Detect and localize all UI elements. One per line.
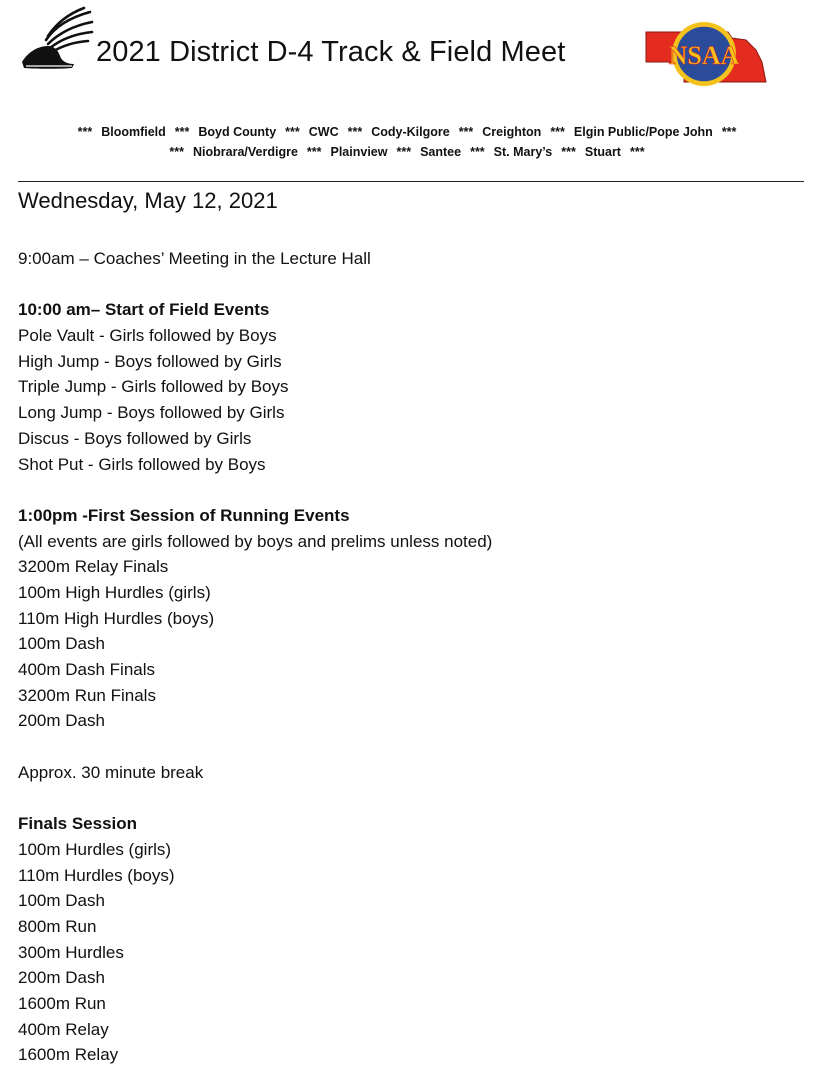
nsaa-logo [642,18,768,92]
date-heading: Wednesday, May 12, 2021 [18,188,278,213]
page-title: 2021 District D-4 Track & Field Meet [96,36,566,68]
spacer [18,272,798,298]
running-event-item: 110m High Hurdles (boys) [18,608,215,628]
school-list-line-1: *** Bloomfield *** Boyd County *** CWC *** Cody-Kilgore *** Creighton *** Elgin Public/Pope John *** [77,125,737,139]
finals-event-item: 110m Hurdles (boys) [18,865,175,885]
school-name: Boyd County [198,125,277,139]
schedule [18,246,798,1068]
field-event-item: Triple Jump - Girls followed by Boys [18,377,289,397]
divider-line [18,181,804,182]
school-name: Plainview [330,145,388,159]
finals-session-heading: Finals Session [18,814,138,834]
finals-event-item: 200m Dash [18,968,105,988]
finals-event-item: 1600m Run [18,993,106,1013]
svg-text:NSAA: NSAA [668,41,740,70]
spacer [18,734,798,760]
running-events-note: (All events are girls followed by boys and prelims unless noted) [18,531,493,551]
running-event-item: 100m Dash [18,634,105,654]
field-event-item: Discus - Boys followed by Girls [18,428,252,448]
break-note: Approx. 30 minute break [18,762,204,782]
finals-event-item: 400m Relay [18,1019,109,1039]
running-event-item: 100m High Hurdles (girls) [18,582,211,602]
finals-event-item: 800m Run [18,916,97,936]
finals-event-item: 300m Hurdles [18,942,124,962]
school-name: Creighton [482,125,542,139]
coaches-meeting: 9:00am – Coaches’ Meeting in the Lecture Hall [18,249,371,268]
school-list [0,122,814,162]
finals-event-item: 100m Hurdles (girls) [18,839,172,859]
school-name: CWC [308,125,339,139]
field-event-item: Pole Vault - Girls followed by Boys [18,326,277,346]
finals-event-item: 100m Dash [18,891,105,911]
field-events-heading: 10:00 am– Start of Field Events [18,300,270,320]
school-name: Stuart [584,145,621,159]
school-name: Santee [420,145,462,159]
running-event-item: 200m Dash [18,711,105,731]
field-event-item: Long Jump - Boys followed by Girls [18,403,285,423]
school-name: Cody-Kilgore [371,125,450,139]
running-event-item: 400m Dash Finals [18,660,156,679]
school-list-line-2: *** Niobrara/Verdigre *** Plainview *** Santee *** St. Mary’s *** Stuart *** [169,145,645,159]
running-events-heading: 1:00pm -First Session of Running Events [18,505,350,525]
school-name: Niobrara/Verdigre [193,145,298,159]
finals-event-item: 1600m Relay [18,1045,119,1065]
spacer [18,477,798,503]
document-header [0,0,814,112]
winged-foot-icon [18,6,96,72]
field-event-item: Shot Put - Girls followed by Boys [18,454,266,474]
running-event-item: 3200m Relay Finals [18,557,169,577]
school-name: Elgin Public/Pope John [573,125,713,139]
running-event-item: 3200m Run Finals [18,685,156,705]
school-name: Bloomfield [101,125,166,139]
field-event-item: High Jump - Boys followed by Girls [18,351,282,371]
spacer [18,785,798,811]
school-name: St. Mary’s [493,145,553,159]
